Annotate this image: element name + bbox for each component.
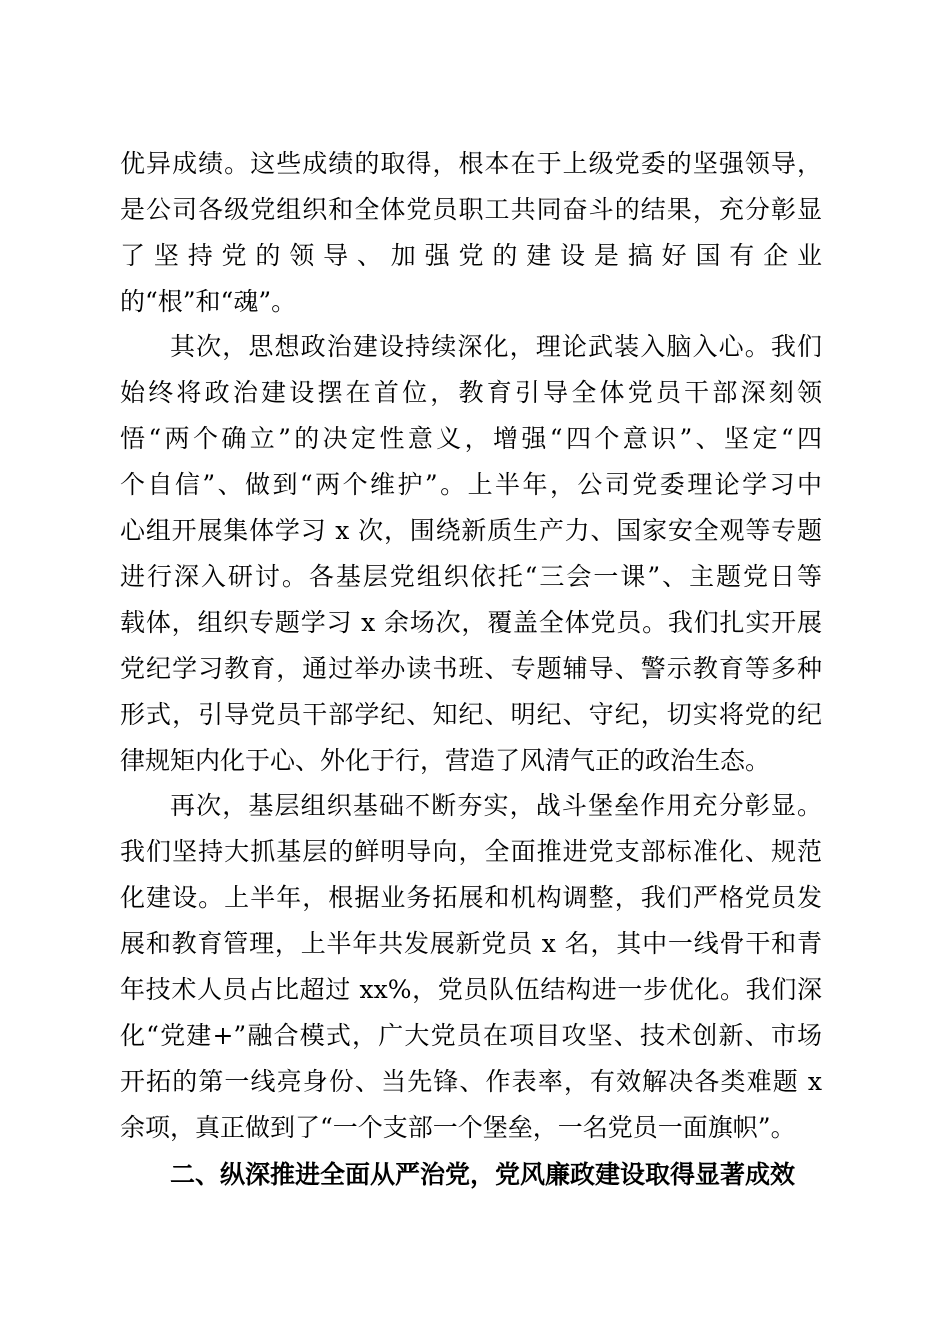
paragraph-1-line-4: 的“根”和“魂”。 xyxy=(120,287,297,316)
paragraph-2-line-4: 个自信”、做到“两个维护”。上半年，公司党委理论学习中 xyxy=(120,470,822,499)
paragraph-3-line-1: 再次，基层组织基础不断夯实，战斗堡垒作用充分彰显。 xyxy=(170,791,822,820)
paragraph-3-line-6: 化“党建+”融合模式，广大党员在项目攻坚、技术创新、市场 xyxy=(120,1021,822,1050)
paragraph-3-line-7: 开拓的第一线亮身份、当先锋、作表率，有效解决各类难题 x xyxy=(120,1067,822,1096)
paragraph-2-line-1: 其次，思想政治建设持续深化，理论武装入脑入心。我们 xyxy=(170,332,822,361)
paragraph-1-line-1: 优异成绩。这些成绩的取得，根本在于上级党委的坚强领导， xyxy=(120,149,822,178)
section-heading: 二、纵深推进全面从严治党，党风廉政建设取得显著成效 xyxy=(170,1160,796,1189)
paragraph-3-line-5: 年技术人员占比超过 xx%，党员队伍结构进一步优化。我们深 xyxy=(120,975,822,1004)
paragraph-2-line-10: 律规矩内化于心、外化于行，营造了风清气正的政治生态。 xyxy=(120,746,771,775)
paragraph-1-line-2: 是公司各级党组织和全体党员职工共同奋斗的结果，充分彰显 xyxy=(120,195,822,224)
paragraph-2-line-6: 进行深入研讨。各基层党组织依托“三会一课”、主题党日等 xyxy=(120,562,822,591)
paragraph-2-line-3: 悟“两个确立”的决定性意义，增强“四个意识”、坚定“四 xyxy=(120,424,822,453)
paragraph-2-line-2: 始终将政治建设摆在首位，教育引导全体党员干部深刻领 xyxy=(120,378,822,407)
paragraph-2-line-5: 心组开展集体学习 x 次，围绕新质生产力、国家安全观等专题 xyxy=(120,516,822,545)
paragraph-2-line-9: 形式，引导党员干部学纪、知纪、明纪、守纪，切实将党的纪 xyxy=(120,700,822,729)
paragraph-2-line-7: 载体，组织专题学习 x 余场次，覆盖全体党员。我们扎实开展 xyxy=(120,608,822,637)
paragraph-3-line-3: 化建设。上半年，根据业务拓展和机构调整，我们严格党员发 xyxy=(120,883,822,912)
paragraph-3-line-4: 展和教育管理，上半年共发展新党员 x 名，其中一线骨干和青 xyxy=(120,929,822,958)
paragraph-2-line-8: 党纪学习教育，通过举办读书班、专题辅导、警示教育等多种 xyxy=(120,654,822,683)
paragraph-3-line-2: 我们坚持大抓基层的鲜明导向，全面推进党支部标准化、规范 xyxy=(120,837,822,866)
paragraph-1-line-3: 了坚持党的领导、加强党的建设是搞好国有企业 xyxy=(120,241,822,270)
paragraph-3-line-8: 余项，真正做到了“一个支部一个堡垒，一名党员一面旗帜”。 xyxy=(120,1113,796,1142)
